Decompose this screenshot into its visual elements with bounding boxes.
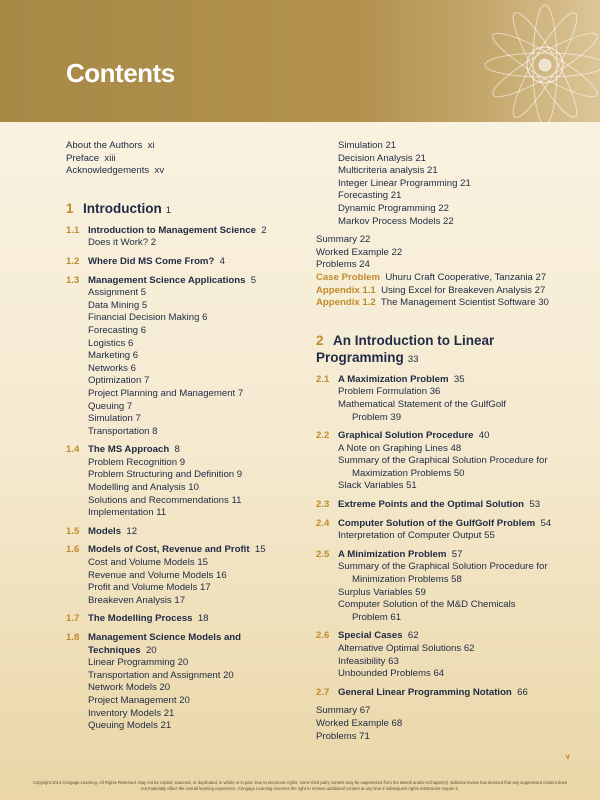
copyright-footer: Copyright 2014 Cengage Learning. All Rights Reserved. May not be copied, scanned, or duplicated, in whole or in part. Due to electronic rights, some third party content may be suppressed from the eBook and/or eChapter(s). Editorial review has deemed that any suppressed content does not materially affect the overall learning experience. Cengage Learning reserves the right to remove additional content at any time if subsequent rights restrictions require it. (32, 780, 568, 791)
toc-entry[interactable]: Summary 22 (316, 234, 371, 246)
toc-subentry[interactable]: Summary of the Graphical Solution Procedure for (338, 561, 548, 573)
toc-subentry[interactable]: Networks 6 (88, 362, 136, 374)
case-problem-entry[interactable]: Case Problem Uhuru Craft Cooperative, Tanzania 27 (316, 271, 547, 283)
section-heading[interactable]: 2.2 Graphical Solution Procedure 40 (316, 430, 490, 442)
chapter-heading-continued[interactable]: Programming 33 (316, 349, 419, 365)
toc-subentry[interactable]: Mathematical Statement of the GulfGolf (338, 398, 506, 410)
toc-subentry-continued[interactable]: Maximization Problems 50 (352, 467, 465, 479)
section-heading[interactable]: 2.4 Computer Solution of the GulfGolf Problem 54 (316, 517, 552, 529)
toc-subentry[interactable]: Computer Solution of the M&D Chemicals (338, 599, 516, 611)
toc-subentry[interactable]: Forecasting 21 (338, 190, 402, 202)
toc-subentry[interactable]: Queuing 7 (88, 400, 133, 412)
section-heading[interactable]: 1.5 Models 12 (66, 525, 138, 537)
toc-entry[interactable]: Preface xiii (66, 152, 116, 164)
toc-entry[interactable]: Worked Example 68 (316, 717, 403, 729)
toc-subentry[interactable]: Project Planning and Management 7 (88, 387, 244, 399)
section-heading[interactable]: 2.1 A Maximization Problem 35 (316, 373, 465, 385)
toc-subentry[interactable]: Markov Process Models 22 (338, 215, 454, 227)
toc-subentry[interactable]: Assignment 5 (88, 287, 147, 299)
section-heading[interactable]: 1.2 Where Did MS Come From? 4 (66, 255, 226, 267)
toc-subentry[interactable]: Decision Analysis 21 (338, 152, 426, 164)
toc-subentry[interactable]: A Note on Graphing Lines 48 (338, 442, 462, 454)
toc-subentry[interactable]: Cost and Volume Models 15 (88, 557, 208, 569)
toc-subentry[interactable]: Does it Work? 2 (88, 237, 157, 249)
toc-subentry[interactable]: Problem Formulation 36 (338, 386, 441, 398)
header-banner (0, 0, 600, 122)
toc-subentry[interactable]: Solutions and Recommendations 11 (88, 494, 242, 506)
toc-subentry[interactable]: Marketing 6 (88, 350, 139, 362)
toc-subentry-continued[interactable]: Problem 39 (352, 411, 402, 423)
toc-subentry[interactable]: Problem Structuring and Definition 9 (88, 469, 243, 481)
toc-subentry[interactable]: Breakeven Analysis 17 (88, 594, 186, 606)
appendix-entry[interactable]: Appendix 1.1 Using Excel for Breakeven Analysis 27 (316, 284, 546, 296)
toc-subentry[interactable]: Dynamic Programming 22 (338, 202, 449, 214)
toc-subentry[interactable]: Network Models 20 (88, 682, 171, 694)
toc-subentry[interactable]: Transportation and Assignment 20 (88, 669, 234, 681)
section-heading[interactable]: 2.7 General Linear Programming Notation 66 (316, 686, 528, 698)
toc-subentry-continued[interactable]: Problem 61 (352, 611, 402, 623)
appendix-entry[interactable]: Appendix 1.2 The Management Scientist Software 30 (316, 297, 549, 309)
toc-subentry[interactable]: Data Mining 5 (88, 299, 148, 311)
toc-entry[interactable]: Problems 24 (316, 259, 370, 271)
section-heading[interactable]: 1.8 Management Science Models and (66, 632, 242, 643)
section-heading[interactable]: 1.6 Models of Cost, Revenue and Profit 15 (66, 544, 266, 556)
toc-subentry-continued[interactable]: Minimization Problems 58 (352, 574, 462, 586)
toc-subentry[interactable]: Forecasting 6 (88, 324, 147, 336)
chapter-heading[interactable]: 2 An Introduction to Linear (316, 332, 495, 348)
toc-right-column (316, 140, 566, 743)
toc-left-column (66, 140, 306, 733)
fractal-ornament-icon (460, 0, 600, 122)
toc-entry[interactable]: Problems 71 (316, 730, 370, 742)
section-heading[interactable]: 1.4 The MS Approach 8 (66, 444, 180, 456)
toc-subentry[interactable]: Optimization 7 (88, 375, 150, 387)
toc-subentry[interactable]: Simulation 21 (338, 140, 397, 151)
toc-subentry[interactable]: Queuing Models 21 (88, 720, 172, 732)
section-heading[interactable]: 2.6 Special Cases 62 (316, 630, 419, 642)
toc-subentry[interactable]: Summary of the Graphical Solution Procedure for (338, 455, 548, 467)
toc-subentry[interactable]: Logistics 6 (88, 337, 134, 349)
page-title: Contents (66, 58, 175, 88)
toc-subentry[interactable]: Unbounded Problems 64 (338, 668, 445, 680)
toc-subentry[interactable]: Alternative Optimal Solutions 62 (338, 643, 475, 654)
toc-entry[interactable]: Summary 67 (316, 705, 371, 717)
toc-subentry[interactable]: Multicriteria analysis 21 (338, 165, 438, 177)
toc-subentry[interactable]: Interpretation of Computer Output 55 (338, 530, 495, 542)
section-heading[interactable]: 1.1 Introduction to Management Science 2 (66, 224, 267, 236)
chapter-heading[interactable]: 1 Introduction 1 (66, 200, 172, 216)
toc-subentry[interactable]: Profit and Volume Models 17 (88, 582, 211, 594)
toc-subentry[interactable]: Revenue and Volume Models 16 (88, 569, 227, 581)
toc-subentry[interactable]: Integer Linear Programming 21 (338, 177, 471, 189)
section-heading-continued[interactable]: Techniques 20 (88, 644, 157, 656)
section-heading[interactable]: 2.3 Extreme Points and the Optimal Solution 53 (316, 499, 541, 511)
toc-subentry[interactable]: Problem Recognition 9 (88, 456, 186, 468)
toc-entry[interactable]: Worked Example 22 (316, 246, 403, 258)
page-number: v (565, 752, 570, 761)
toc-subentry[interactable]: Implementation 11 (88, 507, 167, 519)
toc-subentry[interactable]: Inventory Models 21 (88, 707, 175, 719)
toc-subentry[interactable]: Slack Variables 51 (338, 480, 417, 492)
section-heading[interactable]: 1.7 The Modelling Process 18 (66, 613, 209, 625)
section-heading[interactable]: 1.3 Management Science Applications 5 (66, 274, 257, 286)
section-heading[interactable]: 2.5 A Minimization Problem 57 (316, 548, 463, 560)
toc-subentry[interactable]: Infeasibility 63 (338, 655, 399, 667)
toc-entry[interactable]: Acknowledgements xv (66, 165, 165, 177)
toc-subentry[interactable]: Project Management 20 (88, 694, 190, 706)
toc-subentry[interactable]: Financial Decision Making 6 (88, 312, 208, 324)
toc-entry[interactable]: About the Authors xi (66, 140, 155, 151)
toc-subentry[interactable]: Surplus Variables 59 (338, 586, 426, 598)
toc-subentry[interactable]: Simulation 7 (88, 413, 141, 425)
toc-subentry[interactable]: Modelling and Analysis 10 (88, 482, 199, 494)
toc-subentry[interactable]: Linear Programming 20 (88, 657, 189, 669)
toc-subentry[interactable]: Transportation 8 (88, 425, 158, 437)
